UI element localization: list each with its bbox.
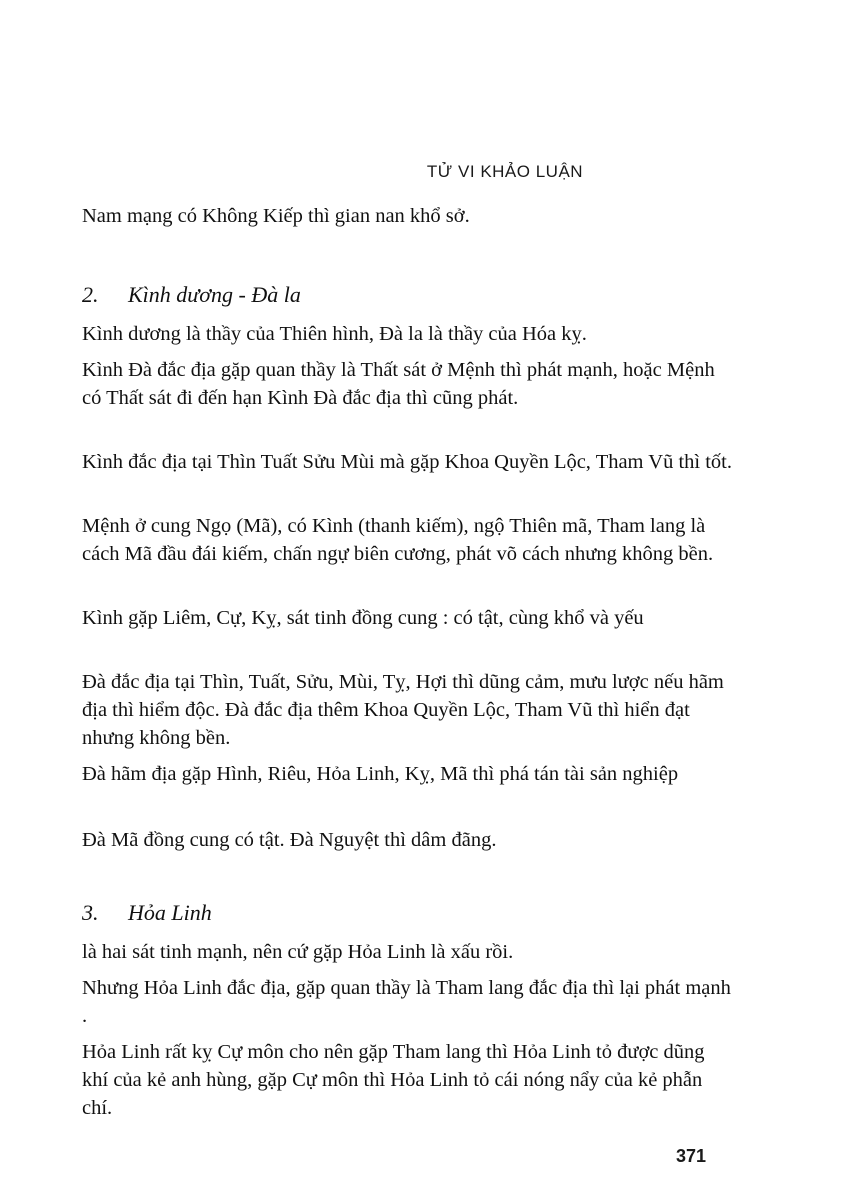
paragraph-text: Kình Đà đắc địa gặp quan thầy là Thất sát ở Mệnh thì phát mạnh, hoặc Mệnh có Thất sát đi đến hạn Kình Đà đắc địa thì cũng phát. bbox=[82, 359, 715, 409]
section-title: Kình dương - Đà la bbox=[128, 282, 301, 307]
paragraph bbox=[82, 938, 732, 966]
paragraph bbox=[82, 356, 732, 412]
section-title: Hỏa Linh bbox=[128, 900, 212, 925]
paragraph bbox=[82, 320, 732, 348]
paragraph bbox=[82, 448, 732, 476]
section-heading bbox=[82, 282, 301, 308]
paragraph bbox=[82, 1038, 732, 1122]
paragraph bbox=[82, 668, 732, 752]
paragraph-text: Kình gặp Liêm, Cự, Kỵ, sát tinh đồng cung : có tật, cùng khổ và yếu bbox=[82, 607, 644, 629]
intro-paragraph bbox=[82, 202, 732, 230]
paragraph-text: Kình đắc địa tại Thìn Tuất Sửu Mùi mà gặp Khoa Quyền Lộc, Tham Vũ thì tốt. bbox=[82, 451, 732, 473]
paragraph-text: Mệnh ở cung Ngọ (Mã), có Kình (thanh kiếm), ngộ Thiên mã, Tham lang là cách Mã đầu đái kiếm, chấn ngự biên cương, phát võ cách nhưng không bền. bbox=[82, 515, 714, 565]
paragraph bbox=[82, 974, 732, 1030]
paragraph bbox=[82, 826, 732, 854]
intro-text: Nam mạng có Không Kiếp thì gian nan khổ sở. bbox=[82, 205, 470, 227]
paragraph-text: Đà Mã đồng cung có tật. Đà Nguyệt thì dâm đãng. bbox=[82, 829, 497, 851]
section-number: 2. bbox=[82, 282, 99, 307]
running-head: TỬ VI KHẢO LUẬN bbox=[426, 162, 584, 181]
paragraph bbox=[82, 760, 732, 788]
paragraph-text: là hai sát tinh mạnh, nên cứ gặp Hỏa Linh là xấu rồi. bbox=[82, 941, 514, 963]
paragraph-text: Đà hãm địa gặp Hình, Riêu, Hỏa Linh, Kỵ, Mã thì phá tán tài sản nghiệp bbox=[82, 763, 679, 785]
page-number: 371 bbox=[676, 1146, 707, 1166]
section-number: 3. bbox=[82, 900, 99, 925]
paragraph bbox=[82, 604, 732, 632]
paragraph-text: Đà đắc địa tại Thìn, Tuất, Sửu, Mùi, Tỵ, Hợi thì dũng cảm, mưu lược nếu hãm địa thì hiểm độc. Đà đắc địa thêm Khoa Quyền Lộc, Tham Vũ thì hiển đạt nhưng không bền. bbox=[82, 671, 724, 749]
paragraph bbox=[82, 512, 732, 568]
paragraph-text: Kình dương là thầy của Thiên hình, Đà la là thầy của Hóa kỵ. bbox=[82, 323, 587, 345]
paragraph-text: Nhưng Hỏa Linh đắc địa, gặp quan thầy là Tham lang đắc địa thì lại phát mạnh . bbox=[82, 977, 731, 1027]
paragraph-text: Hỏa Linh rất kỵ Cự môn cho nên gặp Tham lang thì Hỏa Linh tỏ được dũng khí của kẻ anh hùng, gặp Cự môn thì Hỏa Linh tỏ cái nóng nẩy của kẻ phẫn chí. bbox=[82, 1041, 705, 1119]
section-heading bbox=[82, 900, 212, 926]
